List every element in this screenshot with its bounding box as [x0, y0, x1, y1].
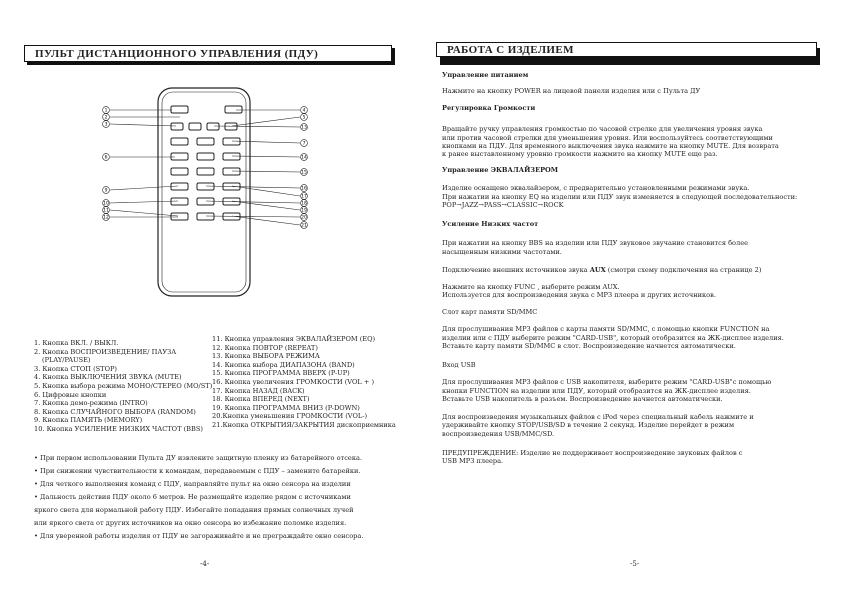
list-item: (PLAY/PAUSE) [42, 356, 91, 365]
paragraph-line: Для прослушивания MP3 файлов с карты памяти SD/MMC, с помощью кнопки FUNCTION на [442, 325, 770, 334]
power-section [442, 71, 827, 96]
section-heading: Управление питанием [442, 71, 529, 79]
paragraph-line: Нажмите на кнопку FUNC , выберите режим AUX. [442, 283, 620, 291]
section-heading: Вход USB [442, 361, 476, 369]
paragraph-line: POP→JAZZ→PASS→CLASSIC→ROCK [442, 200, 564, 209]
list-item: 13. Кнопка ВЫБОРА РЕЖИМА [212, 352, 320, 361]
callout-11-label: 11 [103, 208, 109, 214]
paragraph-line: Вставьте USB накопитель в разъем. Воспроизведение начнется автоматически. [442, 394, 723, 403]
callout-10-label: 10 [103, 201, 109, 207]
paragraph-line: кнопки FUNCTION на изделии или ПДУ, который отобразится на ЖК-дисплее изделия. [442, 386, 751, 395]
list-item: 14. Кнопка выбора ДИАПАЗОНА (BAND) [212, 360, 355, 369]
usb-section [442, 361, 827, 403]
list-item: 6. Цифровые кнопки [34, 390, 107, 399]
note-line: или яркого света от других источников на окно сенсора во избежание поломке изделия. [34, 519, 347, 527]
callout-7-label: 7 [302, 141, 306, 147]
callout-9-label: 9 [104, 188, 108, 194]
ipod-section [442, 413, 827, 438]
callout-5-label: 5 [302, 115, 306, 121]
callout-18-label: 18 [301, 201, 307, 207]
paragraph-line: USB MP3 плеера. [442, 457, 504, 466]
note-line: яркого света для нормальной работу ПДУ. Избегайте попадания прямых солнечных лучей [34, 506, 354, 514]
callout-3-label: 3 [104, 122, 108, 128]
paragraph-line: Вставьте карту памяти SD/MMC в слот. Воспроизведение начнется автоматически. [442, 341, 736, 350]
right-title-box [436, 42, 817, 57]
list-item: 19. Кнопка ПРОГРАММА ВНИЗ (P-DOWN) [212, 403, 360, 412]
paragraph-line: Вращайте ручку управления громкостью по часовой стрелке для увеличения уровня звука [442, 125, 763, 134]
list-item: 15. Кнопка ПРОГРАММА ВВЕРХ (P-UP) [212, 369, 350, 378]
section-heading: Слот карт памяти SD/MMC [442, 308, 538, 316]
note-line: • Для четкого выполнения команд с ПДУ, направляйте пульт на окно сенсора на изделии [34, 480, 351, 488]
paragraph-line: При нажатии на кнопку EQ на изделии или ПДУ звук изменяется в следующей последовательности: [442, 192, 798, 201]
aux-text-post: (смотри схему подключения на странице 2) [605, 266, 762, 274]
callout-6-label: 6 [104, 155, 108, 161]
section-heading: Регулировка Громкости [442, 104, 536, 112]
paragraph-line: Используется для воспроизведения звука с MP3 плеера и других источников. [442, 291, 716, 300]
note-line: • При снижении чувствительности к командам, передаваемым с ПДУ – замените батарейки. [34, 467, 361, 475]
eq-section [442, 166, 827, 209]
list-item: 18. Кнопка ВПЕРЕД (NEXT) [212, 395, 310, 404]
page-number: -4- [200, 560, 210, 568]
note-line: • При первом использовании Пульта ДУ извлеките защитную пленку из батарейного отсека. [34, 454, 362, 462]
aux-label: AUX [589, 266, 606, 274]
callout-13-label: 13 [301, 125, 307, 131]
callout-12-label: 12 [103, 215, 109, 221]
callout-16-label: 16 [301, 186, 307, 192]
func-section [442, 283, 827, 300]
callout-4-label: 4 [302, 108, 306, 114]
paragraph-line: или против часовой стрелки для уменьшения уровня. Или воспользуйтесь соответствующими [442, 133, 773, 142]
list-item: 7. Кнопка демо-режима (INTRO) [34, 399, 148, 408]
paragraph-line: к ранее выставленному уровню громкости нажмите на кнопку MUTE еще раз. [442, 150, 718, 159]
note-line: • Для уверенной работы изделия от ПДУ не загораживайте и не преграждайте окно сенсора. [34, 532, 364, 540]
callout-1-label: 1 [104, 108, 108, 114]
callout-15-label: 15 [301, 170, 307, 176]
list-item: 8. Кнопка СЛУЧАЙНОГО ВЫБОРА (RANDOM) [34, 407, 196, 416]
callout-17-label: 17 [301, 194, 307, 200]
list-item: 2. Кнопка ВОСПРОИЗВЕДЕНИЕ/ ПАУЗА [34, 347, 177, 356]
list-item: 11. Кнопка управления ЭКВАЛАЙЗЕРОМ (EQ) [212, 335, 376, 343]
paragraph [442, 266, 827, 274]
callout-21-label: 21 [301, 223, 307, 229]
list-item: 16. Кнопка увеличения ГРОМКОСТИ (VOL + ) [212, 377, 375, 386]
paragraph-line: При нажатии на кнопку BBS на изделии или ПДУ звуковое звучание становится более [442, 239, 749, 248]
paragraph-line: кнопками на ПДУ. Для временного выключения звука нажмите на кнопку MUTE. Для возврата [442, 141, 779, 150]
list-item: 20.Кнопка уменьшения ГРОМКОСТИ (VOL-) [212, 412, 368, 421]
paragraph-line: Изделие оснащено эквалайзером, с предварительно установленными режимами звука. [442, 184, 750, 193]
callout-20-label: 20 [301, 215, 307, 221]
list-item: 21.Кнопка ОТКРЫТИЯ/ЗАКРЫТИЯ дископриемника [212, 420, 396, 429]
volume-section [442, 104, 827, 158]
paragraph-line: удерживайте кнопку STOP/USB/SD в течение 2 секунд. Изделие перейдет в режим [442, 421, 735, 430]
paragraph-line: изделии или с ПДУ выберите режим "CARD-USB", который отобразится на ЖК-дисплее изделия. [442, 333, 784, 342]
list-item: 1. Кнопка ВКЛ. / ВЫКЛ. [34, 339, 119, 347]
list-item: 5. Кнопка выбора режима МОНО/СТЕРЕО (MO/ST) [34, 381, 213, 390]
list-item: 10. Кнопка УСИЛЕНИЕ НИЗКИХ ЧАСТОТ (BBS) [34, 424, 203, 433]
paragraph-line: воспроизведения USB/MMC/SD. [442, 429, 555, 438]
right-page-title: РАБОТА С ИЗДЕЛИЕМ [447, 43, 574, 56]
bass-section [442, 220, 827, 256]
sd-section [442, 308, 827, 350]
callout-14-label: 14 [301, 155, 307, 161]
section-heading: Управление ЭКВАЛАЙЗЕРОМ [442, 166, 559, 174]
paragraph-line: ПРЕДУПРЕЖДЕНИЕ: Изделие не поддерживает воспроизведение звуковых файлов с [442, 449, 743, 457]
section-heading: Усиление Низких частот [442, 220, 539, 228]
callout-19-label: 19 [301, 208, 307, 214]
aux-section [442, 266, 827, 274]
note-line: • Дальность действия ПДУ около 6 метров. Не размещайте изделие рядом с источниками [34, 493, 351, 501]
aux-text-pre: Подключение внешних источников звука [442, 266, 590, 274]
paragraph-line: Для прослушивания MP3 файлов с USB накопителя, выберите режим "CARD-USB"с помощью [442, 378, 772, 387]
paragraph: Нажмите на кнопку POWER на лицевой панели изделия или с Пульта ДУ [442, 87, 701, 96]
left-page-title: ПУЛЬТ ДИСТАНЦИОННОГО УПРАВЛЕНИЯ (ПДУ) [35, 47, 319, 60]
warning-section [442, 449, 827, 466]
page-number: -5- [630, 560, 640, 568]
paragraph-line: насыщенным низкими частотами. [442, 247, 562, 256]
list-item: 9. Кнопка ПАМЯТЬ (MEMORY) [34, 416, 143, 425]
list-item: 12. Кнопка ПОВТОР (REPEAT) [212, 343, 318, 352]
callout-2-label: 2 [104, 115, 108, 121]
list-item: 17. Кнопка НАЗАД (BACK) [212, 386, 305, 395]
list-item: 3. Кнопка СТОП (STOP) [34, 364, 117, 373]
list-item: 4. Кнопка ВЫКЛЮЧЕНИЯ ЗВУКА (MUTE) [34, 373, 182, 382]
paragraph-line: Для воспроизведения музыкальных файлов с iPod через специальный кабель нажмите и [442, 413, 754, 421]
